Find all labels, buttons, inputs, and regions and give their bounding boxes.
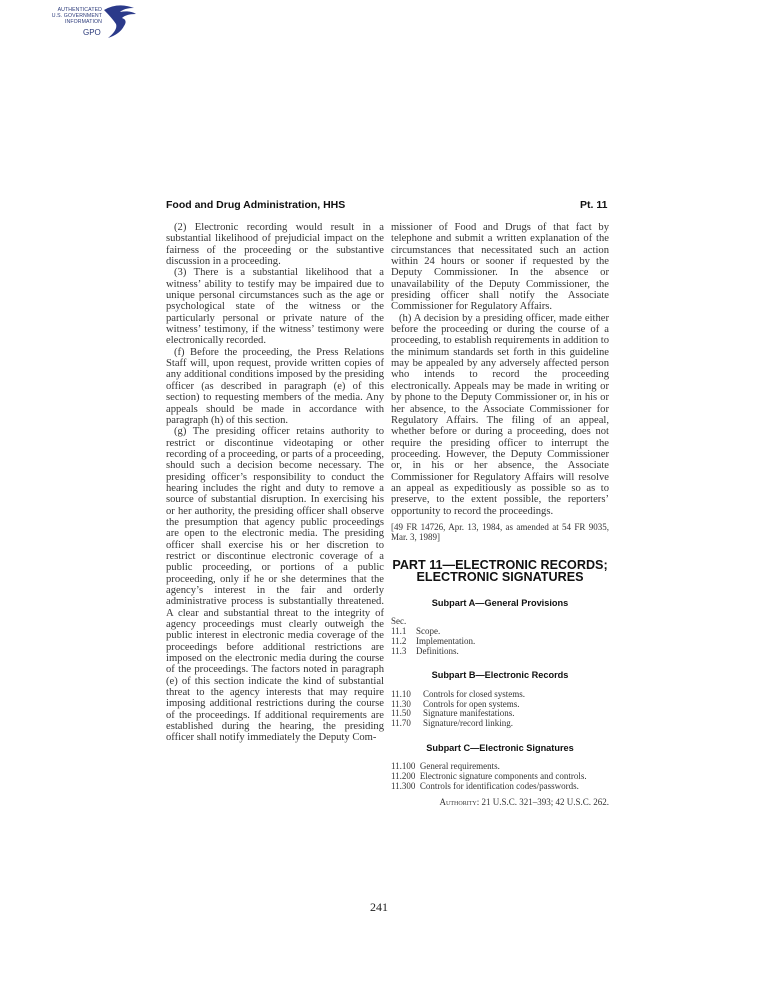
toc-label: General requirements. <box>419 761 500 772</box>
toc-item <box>391 719 609 729</box>
toc-num: 11.300 <box>391 780 416 791</box>
toc-num: 11.200 <box>391 771 416 782</box>
right-column <box>391 222 609 808</box>
toc-label: Signature/record linking. <box>423 718 513 729</box>
toc-label: Definitions. <box>416 645 459 656</box>
source-citation: [49 FR 14726, Apr. 13, 1984, as amended at 54 FR 9035, Mar. 3, 1989] <box>391 521 609 543</box>
subpart-c-toc <box>391 762 609 791</box>
paragraph: (f) Before the proceeding, the Press Relations Staff will, upon request, provide written copies of any additional conditions imposed by the presiding officer (as described in paragraph (e) of this section) to requesting members of the media. Any appeals should be made in accordance with paragraph (h) of this section. <box>166 346 384 426</box>
authority-text: 21 U.S.C. 321–393; 42 U.S.C. 262. <box>479 796 609 807</box>
paragraph: (2) Electronic recording would result in a substantial likelihood of prejudicial impact on the fairness of the proceeding or the substantive discussion in a proceeding. <box>166 222 384 268</box>
toc-num: 11.3 <box>391 645 407 656</box>
toc-num: 11.50 <box>391 708 411 719</box>
paragraph: (h) A decision by a presiding officer, made either before the proceeding or during the course of a proceeding, to establish requirements in addition to the minimum standards set forth in this guideline may be appealed by any adversely affected person who intends to record the proceeding electronically. Appeals may be made in writing or by phone to the Deputy Commissioner or, in his or her absence, to the Associate Commissioner for Regulatory Affairs. The filing of an appeal, whether before or during a proceeding, does not require the presiding officer to interrupt the proceeding. However, the Deputy Commissioner or, in his or her absence, the Associate Commissioner for Regulatory Affairs will resolve an appeal as expeditiously as possible so as to preserve, to the extent possible, the reporters’ opportunity to record the proceedings. <box>391 312 609 517</box>
toc-label: Scope. <box>416 626 441 637</box>
eagle-icon <box>100 4 140 42</box>
part-title-line: PART 11—ELECTRONIC RECORDS; <box>392 557 608 572</box>
sec-label: Sec. <box>391 616 407 627</box>
toc-label: Implementation. <box>416 635 476 646</box>
toc-num: 11.10 <box>391 688 411 699</box>
paragraph-continuation: missioner of Food and Drugs of that fact by telephone and submit a written explanation of the circumstances that necessitated such an action within 24 hours or sooner if requested by the Deputy Commissioner. In the absence or unavailability of the Deputy Commissioner, the presiding officer shall notify the Associate Commissioner for Regulatory Affairs. <box>391 222 609 313</box>
subpart-a-heading: Subpart A—General Provisions <box>431 597 569 608</box>
toc-item <box>391 782 609 792</box>
toc-num: 11.70 <box>391 718 411 729</box>
logo-line: U.S. GOVERNMENT <box>51 13 102 19</box>
toc-label: Electronic signature components and controls. <box>419 771 587 782</box>
toc-label: Controls for open systems. <box>423 698 520 709</box>
logo-line: AUTHENTICATED <box>57 7 102 13</box>
paragraph: (3) There is a substantial likelihood that a witness’ ability to testify may be impaired due to unique personal circumstances such as the age or psychological state of the witness or the particularly personal or private nature of the witness’ testimony, if the witness’ testimony were electronically recorded. <box>166 267 384 347</box>
toc-num: 11.1 <box>391 626 407 637</box>
subpart-b-toc <box>391 690 609 729</box>
toc-num: 11.100 <box>391 761 416 772</box>
toc-label: Signature manifestations. <box>423 708 515 719</box>
page-number: 241 <box>370 900 388 914</box>
paragraph: (g) The presiding officer retains authority to restrict or discontinue videotaping or other recording of a proceeding, or parts of a proceeding, should such a decision become necessary. The presiding officer’s responsibility to conduct the hearing includes the right and duty to remove a source of substantial disruption. In exercising his or her authority, the presiding officer shall observe the presumption that agency public proceedings are open to the electronic media. The presiding officer shall exercise his or her discretion to restrict or discontinue electronic coverage of a public proceeding, or portions of a public proceeding, only if he or she determines that the agency’s interest in the fair and orderly administrative process is substantially threatened. A clear and substantial threat to the integrity of agency proceedings must clearly outweigh the public interest in electronic media coverage of the proceedings before additional restrictions are imposed on the electronic media during the course of the proceedings. The factors noted in paragraph (e) of this section indicate the kind of substantial threat to the agency interests that may require imposing additional restrictions during the course of the proceedings. If additional requirements are established during the hearing, the presiding officer shall notify immediately the Deputy Com- <box>166 426 384 744</box>
toc-num: 11.2 <box>391 635 407 646</box>
running-header-agency: Food and Drug Administration, HHS <box>166 199 346 211</box>
authority-label: Authority: <box>439 796 480 807</box>
logo-gpo: GPO <box>83 28 101 37</box>
part-title <box>391 559 609 584</box>
subpart-c-heading: Subpart C—Electronic Signatures <box>426 743 574 753</box>
authority-note <box>391 798 609 808</box>
logo-line: INFORMATION <box>64 19 102 25</box>
logo-text <box>14 7 102 25</box>
gpo-authentication-logo <box>14 4 144 44</box>
toc-num: 11.30 <box>391 698 411 709</box>
subpart-b-heading: Subpart B—Electronic Records <box>431 670 569 681</box>
part-title-line: ELECTRONIC SIGNATURES <box>416 570 584 585</box>
toc-label: Controls for closed systems. <box>423 688 525 699</box>
left-column <box>166 222 384 744</box>
running-header-part: Pt. 11 <box>580 199 608 211</box>
subpart-a-toc <box>391 617 609 656</box>
toc-item <box>391 647 609 657</box>
toc-label: Controls for identification codes/passwords. <box>419 780 579 791</box>
